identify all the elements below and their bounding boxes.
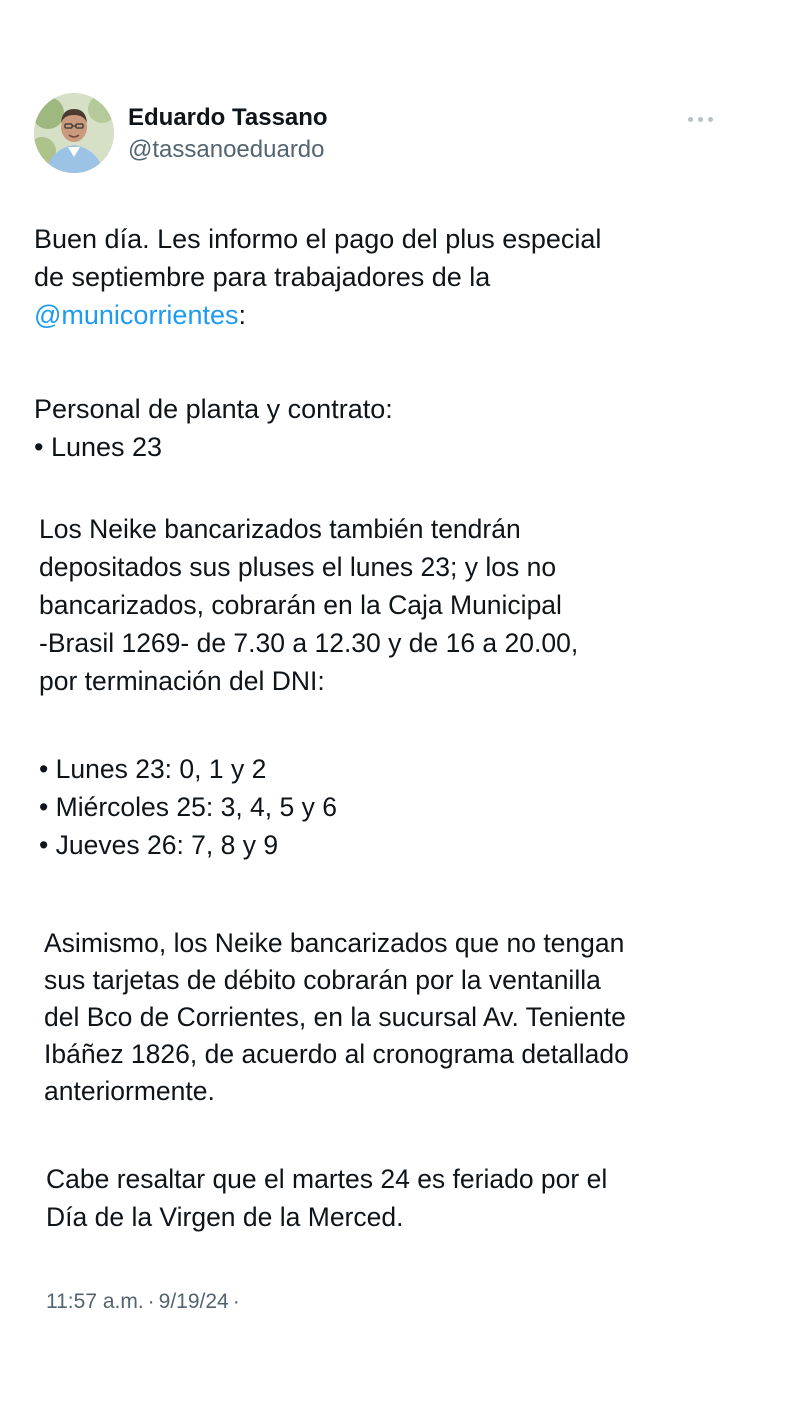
schedule-item: • Jueves 26: 7, 8 y 9 xyxy=(39,830,279,860)
tweet-intro xyxy=(34,220,601,334)
intro-line: de septiembre para trabajadores de la xyxy=(34,262,491,292)
tweet-header xyxy=(34,93,724,183)
neike-line: Los Neike bancarizados también tendrán xyxy=(39,514,521,544)
mention-link[interactable]: @municorrientes xyxy=(34,300,239,330)
neike-line: depositados sus pluses el lunes 23; y los no xyxy=(39,552,557,582)
tweet-meta xyxy=(46,1288,244,1316)
schedule-list xyxy=(39,750,337,864)
avatar[interactable] xyxy=(34,93,114,173)
author-names xyxy=(128,103,328,165)
neike-line: -Brasil 1269- de 7.30 a 12.30 y de 16 a 20.00, xyxy=(39,628,579,658)
neike-line: por terminación del DNI: xyxy=(39,666,325,696)
holiday-paragraph xyxy=(46,1160,607,1236)
author-display-name[interactable]: Eduardo Tassano xyxy=(128,104,328,131)
staff-section xyxy=(34,390,393,466)
author-handle[interactable]: @tassanoeduardo xyxy=(128,136,325,163)
asimismo-line: Asimismo, los Neike bancarizados que no tengan xyxy=(44,928,625,958)
mention-suffix: : xyxy=(238,300,246,330)
staff-heading: Personal de planta y contrato: xyxy=(34,394,393,424)
more-dot xyxy=(708,117,713,122)
intro-line: Buen día. Les informo el pago del plus especial xyxy=(34,224,602,254)
asimismo-line: anteriormente. xyxy=(44,1076,215,1106)
more-dot xyxy=(698,117,703,122)
schedule-item: • Miércoles 25: 3, 4, 5 y 6 xyxy=(39,792,337,822)
avatar-image xyxy=(34,93,114,173)
holiday-line: Cabe resaltar que el martes 24 es feriado por el xyxy=(46,1164,608,1194)
asimismo-line: del Bco de Corrientes, en la sucursal Av. Teniente xyxy=(44,1002,626,1032)
asimismo-paragraph xyxy=(44,925,629,1110)
tweet-date[interactable]: 9/19/24 xyxy=(158,1290,229,1313)
staff-item: • Lunes 23 xyxy=(34,432,163,462)
neike-line: bancarizados, cobrarán en la Caja Municipal xyxy=(39,590,562,620)
meta-separator-trailing: · xyxy=(232,1290,240,1313)
mention-line xyxy=(34,296,601,334)
more-horizontal-icon[interactable] xyxy=(680,107,720,131)
meta-separator: · xyxy=(147,1290,155,1313)
asimismo-line: sus tarjetas de débito cobrarán por la ventanilla xyxy=(44,965,601,995)
neike-paragraph xyxy=(39,510,578,700)
tweet-time[interactable]: 11:57 a.m. xyxy=(46,1290,144,1313)
tweet-card xyxy=(20,85,730,1335)
more-dot xyxy=(688,117,693,122)
asimismo-line: Ibáñez 1826, de acuerdo al cronograma detallado xyxy=(44,1039,629,1069)
schedule-item: • Lunes 23: 0, 1 y 2 xyxy=(39,754,267,784)
holiday-line: Día de la Virgen de la Merced. xyxy=(46,1202,404,1232)
